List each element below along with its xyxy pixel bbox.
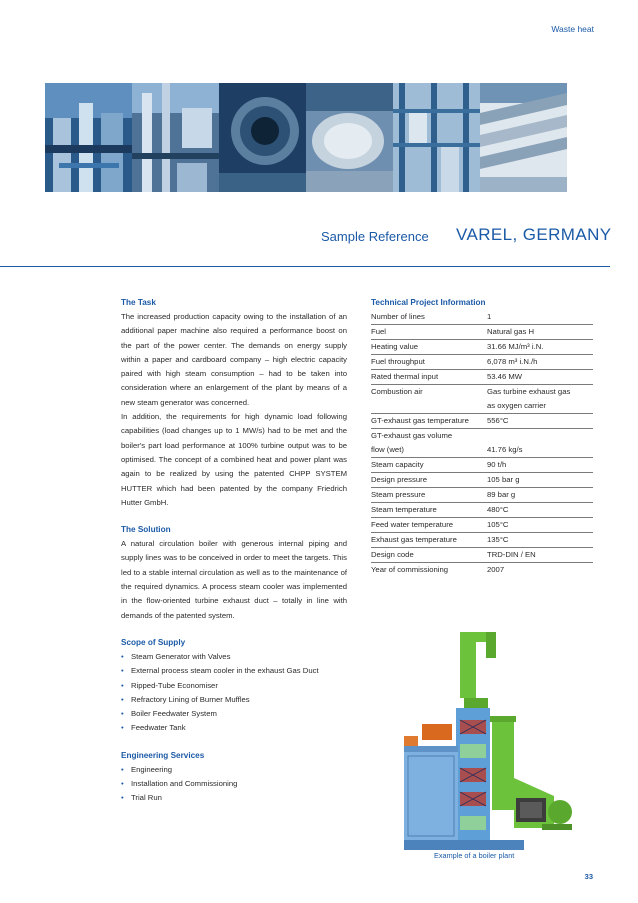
solution-text: A natural circulation boiler with generous internal piping and supply lines was to be conceived in order to meet the targets. This led to a stable internal circulation as well as to the maintenance of the required dynamics. A process steam cooler was implemented in the flow-oriented turbine exhaust duct – totally in line with demands of the patented system. (121, 539, 347, 620)
tech-value: 31.66 MJ/m³ i.N. (487, 340, 593, 355)
table-row (371, 399, 593, 414)
tech-value: 53.46 MW (487, 370, 593, 385)
tech-key: Steam capacity (371, 458, 487, 473)
reference-label: Sample Reference (321, 229, 429, 244)
tech-value: 6,078 m³ i.N./h (487, 355, 593, 370)
tech-value: TRD-DIN / EN (487, 548, 593, 563)
boiler-plant-illustration (404, 628, 580, 850)
tech-key: Heating value (371, 340, 487, 355)
photo-boiler-door (219, 83, 306, 192)
tech-key: Year of commissioning (371, 565, 449, 574)
tech-info (371, 296, 593, 577)
tech-key: Exhaust gas temperature (371, 533, 487, 548)
tech-key: Design pressure (371, 473, 487, 488)
tech-value: Gas turbine exhaust gas (487, 387, 571, 396)
tech-value: as oxygen carrier (487, 399, 593, 414)
tech-value: 90 t/h (487, 458, 593, 473)
table-row (371, 473, 593, 488)
tech-value (487, 429, 593, 444)
table-row (371, 310, 593, 325)
scope-heading: Scope of Supply (121, 637, 186, 647)
tech-key: GT-exhaust gas temperature (371, 414, 487, 429)
table-row (371, 340, 593, 355)
tech-value: Natural gas H (487, 325, 593, 340)
table-row (371, 443, 593, 458)
tech-key: Steam pressure (371, 488, 487, 503)
tech-value: 1 (487, 310, 593, 325)
photo-pipe-rack (480, 83, 567, 192)
table-row (371, 414, 593, 429)
tech-value: 135°C (487, 533, 593, 548)
list-item: • Installation and Commissioning (121, 777, 347, 791)
tech-value: 89 bar g (487, 488, 593, 503)
tech-heading: Technical Project Information (371, 298, 486, 307)
engineering-heading: Engineering Services (121, 750, 205, 760)
list-item: • External process steam cooler in the exhaust Gas Duct (121, 664, 347, 678)
tech-key: Fuel throughput (371, 355, 487, 370)
tech-key: Combustion air (371, 387, 423, 396)
list-item: • Feedwater Tank (121, 721, 347, 735)
list-item: • Engineering (121, 763, 347, 777)
tech-key: Feed water temperature (371, 518, 487, 533)
tech-key (371, 399, 487, 414)
photo-steel-structure (393, 83, 480, 192)
tech-value: 105 bar g (487, 473, 593, 488)
title-rule (0, 266, 610, 267)
photo-turbine-hall (45, 83, 132, 192)
table-row (371, 325, 593, 340)
section-tag: Waste heat (551, 24, 594, 34)
tech-key: Design code (371, 548, 487, 563)
engineering-list (121, 763, 347, 806)
table-row (371, 518, 593, 533)
solution-heading: The Solution (121, 525, 171, 535)
tech-key: Fuel (371, 325, 487, 340)
task-text: The increased production capacity owing to the installation of an additional paper machine also required a performance boost on the part of the power center. The demands on energy supply within a paper and cardboard company – high electric capacity paired with high steam consumption – had to be taken into consideration where an enlargement of the plant by means of a new steam generator was concerned. (121, 312, 347, 407)
tech-key: Steam temperature (371, 503, 487, 518)
tech-key: Number of lines (371, 310, 487, 325)
table-row (371, 563, 593, 578)
tech-value: 41.76 kg/s (487, 443, 593, 458)
list-item: • Trial Run (121, 791, 347, 805)
list-item: • Steam Generator with Valves (121, 650, 347, 664)
tech-key: GT-exhaust gas volume (371, 431, 453, 440)
table-row (371, 533, 593, 548)
tech-key: Rated thermal input (371, 370, 487, 385)
left-column (121, 296, 347, 806)
figure-caption: Example of a boiler plant (434, 851, 515, 860)
task-heading: The Task (121, 298, 156, 307)
table-row (371, 503, 593, 518)
table-row (371, 429, 593, 444)
tech-value: 105°C (487, 518, 593, 533)
page-number: 33 (584, 872, 593, 881)
photo-piping (132, 83, 219, 192)
tech-table (371, 310, 593, 577)
table-row (371, 458, 593, 473)
scope-list (121, 650, 347, 736)
table-row (371, 355, 593, 370)
table-row (371, 548, 593, 563)
photo-ductwork (306, 83, 393, 192)
table-row (371, 488, 593, 503)
list-item: • Refractory Lining of Burner Muffles (121, 693, 347, 707)
tech-key: flow (wet) (371, 443, 487, 458)
list-item: • Boiler Feedwater System (121, 707, 347, 721)
reference-place: VAREL, GERMANY (456, 225, 612, 244)
tech-value: 2007 (487, 565, 505, 574)
tech-value: 480°C (487, 503, 593, 518)
list-item: • Ripped-Tube Economiser (121, 679, 347, 693)
task-text-2: In addition, the requirements for high dynamic load following capabilities (load changes up to 1 MW/s) had to be met and the boiler's part load performance at 100% turbine output was to be optimised. The concept of a combined heat and power plant was again to be realized by using the patented CHPP SYSTEM HUTTER which had been patented by the company Friedrich Hutter GmbH. (121, 412, 347, 507)
table-row (371, 370, 593, 385)
tech-value: 556°C (487, 414, 593, 429)
table-row (371, 385, 593, 400)
